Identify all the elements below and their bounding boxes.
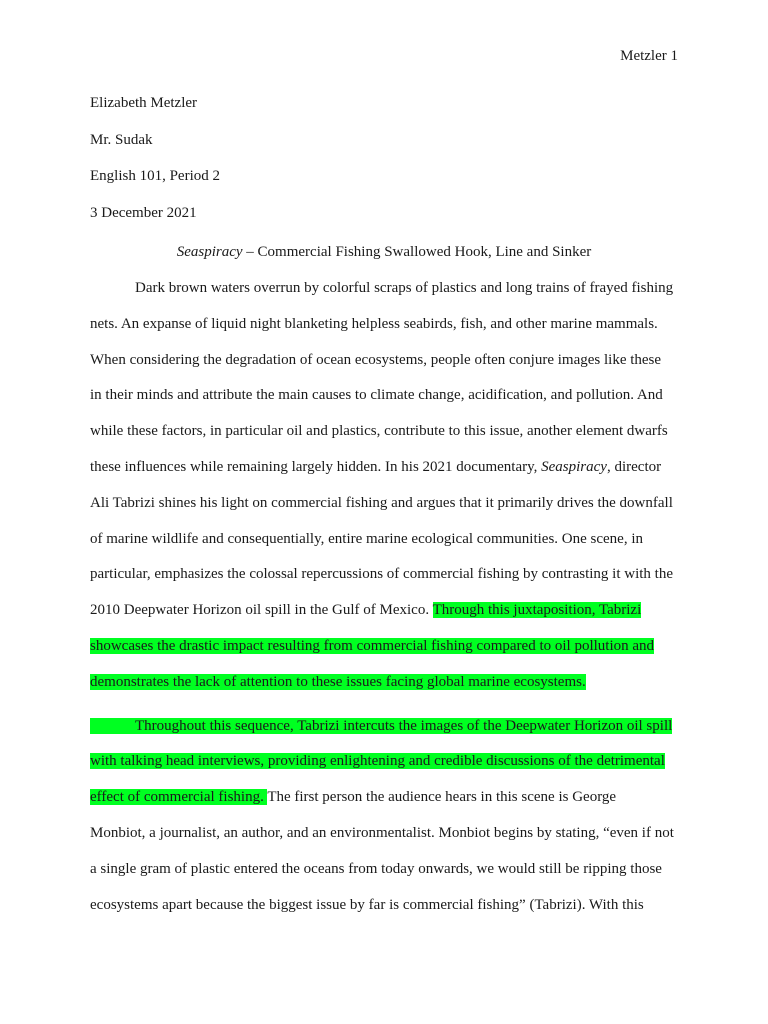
paragraph-1-line-2: nets. An expanse of liquid night blanketing helpless seabirds, fish, and other marine mammals. <box>90 315 658 332</box>
topic-sentence-highlight: Throughout this sequence, Tabrizi intercuts the images of the Deepwater Horizon oil spill <box>90 718 672 734</box>
topic-sentence-highlight: with talking head interviews, providing enlightening and credible discussions of the detrimental <box>90 753 665 770</box>
essay-body <box>90 278 678 930</box>
paragraph-2-line-2 <box>90 751 678 787</box>
teacher-name: Mr. Sudak <box>90 131 153 148</box>
title-subtitle: – Commercial Fishing Swallowed Hook, Line and Sinker <box>242 244 592 260</box>
thesis-highlight: Through this juxtaposition, Tabrizi <box>432 602 642 619</box>
student-name: Elizabeth Metzler <box>90 95 198 111</box>
paragraph-1-line-5: while these factors, in particular oil and plastics, contribute to this issue, another element dwarfs <box>90 423 668 440</box>
film-title-inline: Seaspiracy <box>541 458 607 475</box>
paragraph-1-line-9: particular, emphasizes the colossal repercussions of commercial fishing by contrasting it with the <box>90 566 673 583</box>
running-header-page-number: Metzler 1 <box>620 48 678 64</box>
essay-title <box>0 242 768 262</box>
paragraph-1-line-3: When considering the degradation of ocean ecosystems, people often conjure images like these <box>90 351 662 368</box>
course-name: English 101, Period 2 <box>90 168 220 184</box>
topic-sentence-highlight: effect of commercial fishing. <box>90 789 268 806</box>
thesis-highlight: demonstrates the lack of attention to these issues facing global marine ecosystems. <box>90 673 586 690</box>
title-film-name: Seaspiracy <box>176 244 243 260</box>
paragraph-2-line-4: Monbiot, a journalist, an author, and an environmentalist. Monbiot begins by stating, “even if not <box>90 824 674 841</box>
paragraph-1-line-8: of marine wildlife and consequentially, entire marine ecological communities. One scene, in <box>90 530 644 547</box>
paragraph-1-line-4: in their minds and attribute the main causes to climate change, acidification, and pollution. And <box>90 387 663 404</box>
paragraph-2-line-6: ecosystems apart because the biggest issue by far is commercial fishing” (Tabrizi). With this <box>90 896 644 913</box>
paragraph-1-line-11 <box>90 636 678 672</box>
mla-heading <box>90 93 220 239</box>
paragraph-1-line-12 <box>90 672 678 708</box>
paragraph-1-line-10: 2010 Deepwater Horizon oil spill in the Gulf of Mexico. Through this juxtaposition, Tabrizi <box>90 602 642 619</box>
paragraph-2-line-1 <box>90 716 678 752</box>
paragraph-1-line-1: Dark brown waters overrun by colorful scraps of plastics and long trains of frayed fishing <box>135 280 674 296</box>
paragraph-1-line-7: Ali Tabrizi shines his light on commercial fishing and argues that it primarily drives the downfall <box>90 494 673 511</box>
paragraph-2-line-5: a single gram of plastic entered the oceans from today onwards, we would still be ripping those <box>90 860 662 877</box>
thesis-highlight: showcases the drastic impact resulting from commercial fishing compared to oil pollution and <box>90 637 655 654</box>
paragraph-1-line-6: these influences while remaining largely hidden. In his 2021 documentary, Seaspiracy, director <box>90 458 662 475</box>
essay-date: 3 December 2021 <box>90 204 197 221</box>
paragraph-2-line-3: effect of commercial fishing. The first person the audience hears in this scene is George <box>90 789 617 806</box>
